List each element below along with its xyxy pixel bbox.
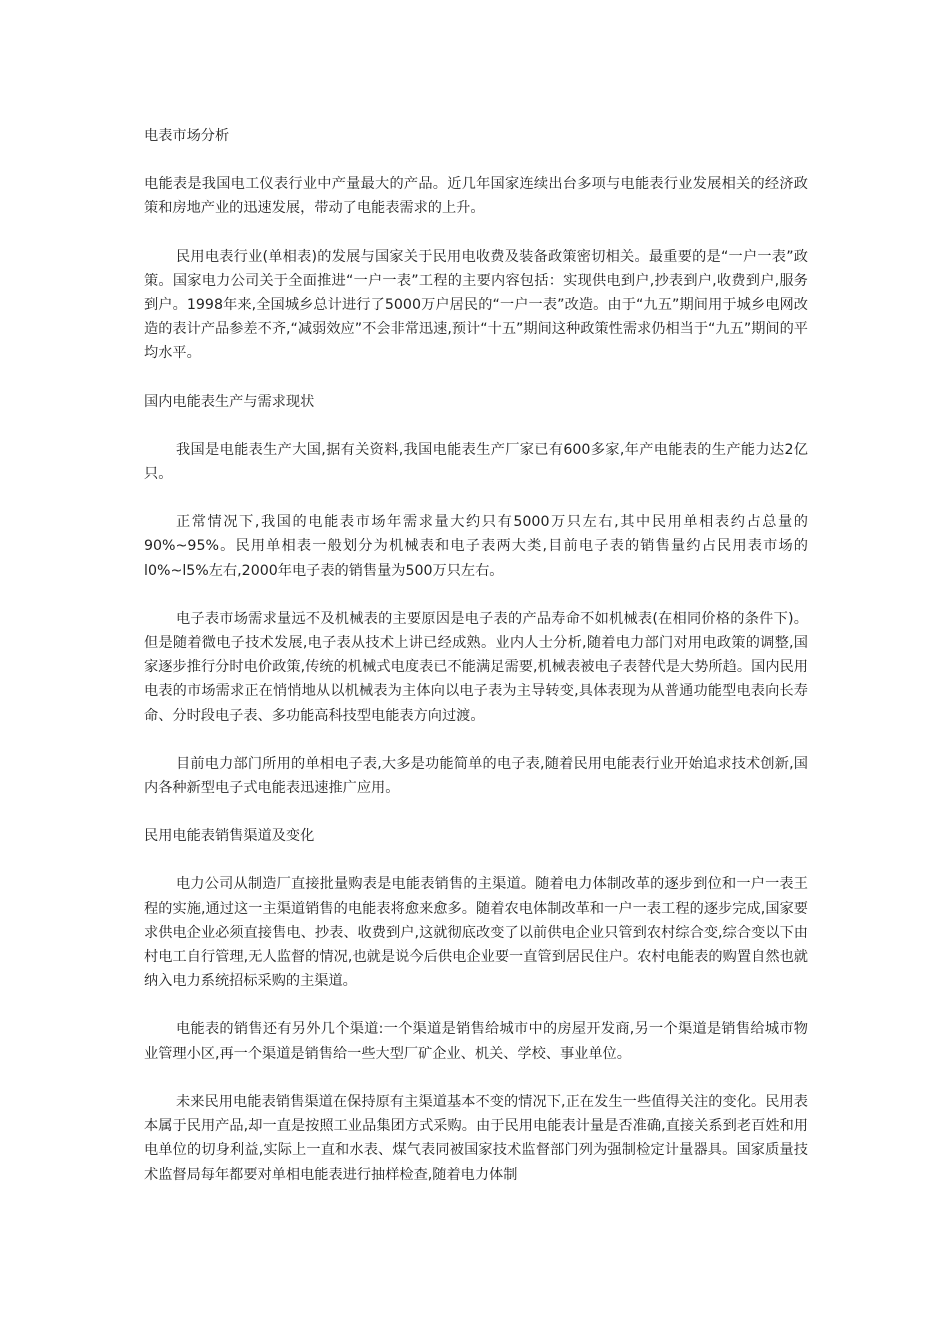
paragraph-production-capacity: 我国是电能表生产大国,据有关资料,我国电能表生产厂家已有600多家,年产电能表的生产能力达2亿只。 bbox=[144, 441, 808, 483]
paragraph-main-channel: 电力公司从制造厂直接批量购表是电能表销售的主渠道。随着电力体制改革的逐步到位和一户一表王程的实施,通过这一主渠道销售的电能表将愈来愈多。随着农电体制改革和一户一表工程的逐步完成,国家要求供电企业必须直接售电、抄表、收费到户,这就彻底改变了以前供电企业只管到农村综合变,综合变以下由村电工自行管理,无人监督的情况,也就是说今后供电企业要一直管到居民住户。农村电能表的购置自然也就纳入电力系统招标采购的主渠道。 bbox=[144, 876, 808, 990]
document-title: 电表市场分析 bbox=[144, 128, 230, 144]
paragraph-electronic-vs-mechanical: 电子表市场需求量远不及机械表的主要原因是电子表的产品寿命不如机械表(在相同价格的条件下)。但是随着微电子技术发展,电子表从技术上讲已经成熟。业内人士分析,随着电力部门对用电政策的调整,国家逐步推行分时电价政策,传统的机械式电度表已不能满足需要,机械表被电子表替代是大势所趋。国内民用电表的市场需求正在悄悄地从以机械表为主体向以电子表为主导转变,具体表现为从普通功能型电表向长寿命、分时段电子表、多功能高科技型电能表方向过渡。 bbox=[144, 610, 808, 724]
paragraph-household-meter-policy: 民用电表行业(单相表)的发展与国家关于民用电收费及装备政策密切相关。最重要的是“一户一表”政策。国家电力公司关于全面推进“一户一表”工程的主要内容包括：实现供电到户,抄表到户,收费到户,服务到户。1998年来,全国城乡总计进行了5000万户居民的“一户一表”改造。由于“九五”期间用于城乡电网改造的表计产品参差不齐,“减弱效应”不会非常迅速,预计“十五”期间这种政策性需求仍相当于“九五”期间的平均水平。 bbox=[144, 248, 808, 362]
document-body bbox=[144, 124, 808, 1211]
paragraph-market-demand: 正常情况下,我国的电能表市场年需求量大约只有5000万只左右,其中民用单相表约占总量的90%~95%。民用单相表一般划分为机械表和电子表两大类,目前电子表的销售量约占民用表市场的l0%~l5%左右,2000年电子表的销售量为500万只左右。 bbox=[144, 514, 808, 579]
paragraph-electronic-meter-adoption: 目前电力部门所用的单相电子表,大多是功能简单的电子表,随着民用电能表行业开始追求技术创新,国内各种新型电子式电能表迅速推广应用。 bbox=[144, 755, 808, 797]
section-heading-sales-channels: 民用电能表销售渠道及变化 bbox=[144, 828, 315, 845]
section-heading-production-demand: 国内电能表生产与需求现状 bbox=[144, 393, 315, 410]
intro-paragraph: 电能表是我国电工仪表行业中产量最大的产品。近几年国家连续出台多项与电能表行业发展相关的经济政策和房地产业的迅速发展，带动了电能表需求的上升。 bbox=[144, 176, 808, 217]
paragraph-channel-changes: 未来民用电能表销售渠道在保持原有主渠道基本不变的情况下,正在发生一些值得关注的变化。民用表本属于民用产品,却一直是按照工业品集团方式采购。由于民用电能表计量是否准确,直接关系到老百姓和用电单位的切身利益,实际上一直和水表、煤气表同被国家技术监督部门列为强制检定计量器具。国家质量技术监督局每年都要对单相电能表进行抽样检查,随着电力体制 bbox=[144, 1093, 808, 1183]
paragraph-other-channels: 电能表的销售还有另外几个渠道:一个渠道是销售给城市中的房屋开发商,另一个渠道是销售给城市物业管理小区,再一个渠道是销售给一些大型厂矿企业、机关、学校、事业单位。 bbox=[144, 1021, 808, 1062]
